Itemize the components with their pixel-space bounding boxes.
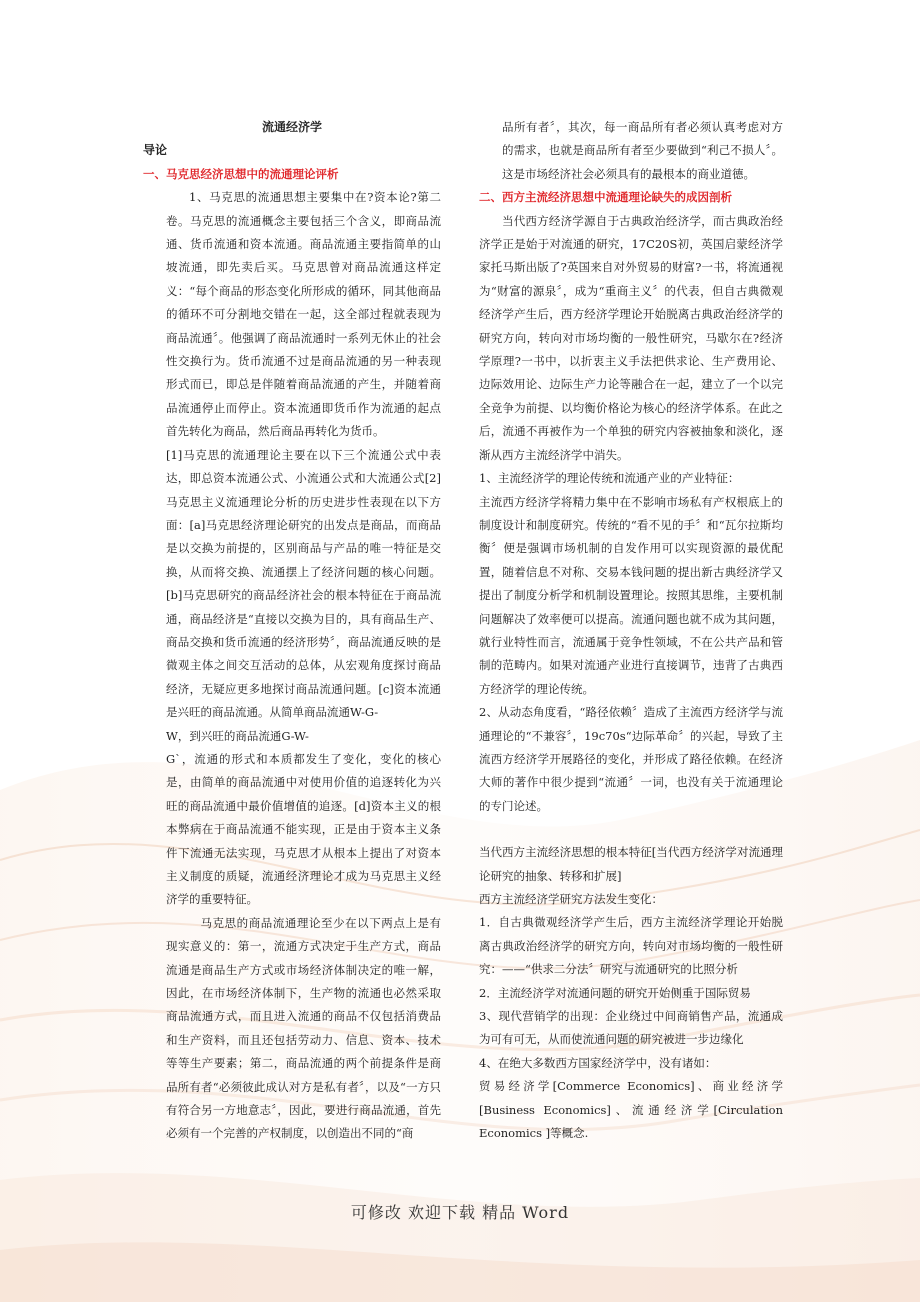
- left-column: [143, 116, 441, 1146]
- right-continuation: 品所有者〞，其次，每一商品所有者必须认真考虑对方的需求，也就是商品所有者至少要做到“利己不损人〞。这是市场经济社会必须具有的最根本的商业道德。: [502, 120, 783, 181]
- document-title: 流通经济学: [261, 120, 322, 134]
- right-paragraph: 2．主流经济学对流通问题的研究开始侧重于国际贸易: [479, 985, 751, 1000]
- footer-watermark-text: 可修改 欢迎下载 精品 Word: [350, 1203, 570, 1222]
- right-paragraph: 4、在绝大多数西方国家经济学中，没有诸如：: [479, 1055, 717, 1070]
- left-paragraph: W，到兴旺的商品流通G-W-: [166, 728, 309, 743]
- left-paragraph: 1、马克思的流通思想主要集中在?资本论?第二卷。马克思的流通概念主要包括三个含义，即商品流通、货币流通和资本流通。商品流通主要指简单的山坡流通，即先卖后买。马克思曾对商品流通这样定义：“每个商品的形态变化所形成的循环，同其他商品的循环不可分割地交错在一起，这全部过程就表现为商品流通〞。他强调了商品流通时一系列无休止的社会性交换行为。货币流通不过是商品流通的另一种表现形式而已，即总是伴随着商品流通的产生，并随着商品流通停止而停止。资本流通即货币作为流通的起点首先转化为商品，然后商品再转化为货币。: [166, 190, 441, 439]
- left-paragraph: 马克思的商品流通理论至少在以下两点上是有现实意义的：第一，流通方式决定于生产方式，商品流通是商品生产方式或市场经济体制决定的唯一解，因此，在市场经济体制下，生产物的流通也必然采取商品流通方式，而且进入流通的商品不仅包括消费品和生产资料，而且还包括劳动力、信息、资本、技术等等生产要素；第二，商品流通的两个前提条件是商品所有者“必须彼此成认对方是私有者〞，以及“一方只有符合另一方地意志〞，因此，要进行商品流通，首先必须有一个完善的产权制度，以创造出不同的“商: [166, 915, 441, 1141]
- right-paragraph: 当代西方经济学源自于古典政治经济学，而古典政治经济学正是始于对流通的研究，17C20S初，英国启蒙经济学家托马斯出版了?英国来自对外贸易的财富?一书，将流通视为“财富的源泉〞，成为“重商主义〞的代表，但自古典微观经济学产生后，西方经济学理论开始脱离古典政治经济学的研究方向，转向对市场均衡的一般性研究，马歇尔在?经济学原理?一书中，以折衷主义手法把供求论、生产费用论、边际效用论、边际生产力论等融合在一起，建立了一个以完全竞争为前提、以均衡价格论为核心的经济学体系。在此之后，流通不再被作为一个单独的研究内容被抽象和淡化，逐渐从西方主流经济学中消失。: [479, 213, 783, 462]
- right-paragraph: 当代西方主流经济思想的根本特征[当代西方经济学对流通理论研究的抽象、转移和扩展]: [479, 845, 783, 883]
- right-paragraph: 1、主流经济学的理论传统和流通产业的产业特征：: [479, 471, 740, 486]
- right-paragraph: 1．自古典微观经济学产生后，西方主流经济学理论开始脱离古典政治经济学的研究方向，转向对市场均衡的一般性研究：——“供求二分法〞研究与流通研究的比照分析: [479, 915, 783, 977]
- right-paragraph: 2、从动态角度看，“路径依赖〞造成了主流西方经济学与流通理论的“不兼容〞，19c70s“边际革命〞的兴起，导致了主流西方经济学开展路径的变化，并形成了路径依赖。在经济大师的著作中很少提到“流通〞一词，也没有关于流通理论的专门论述。: [479, 705, 783, 813]
- left-paragraph: [1]马克思的流通理论主要在以下三个流通公式中表达，即总资本流通公式、小流通公式和大流通公式[2]马克思主义流通理论分析的历史进步性表现在以下方面：[a]马克思经济理论研究的出发点是商品，而商品是以交换为前提的，区别商品与产品的唯一特征是交换，从而将交换、流通摆上了经济问题的核心问题。[b]马克思研究的商品经济社会的根本特征在于商品流通，商品经济是“直接以交换为目的，具有商品生产、商品交换和货币流通的经济形势〞，商品流通反映的是微观主体之间交互活动的总体，从宏观角度探讨商品经济，无疑应更多地探讨商品流通问题。[c]资本流通是兴旺的商品流通。从简单商品流通W-G-: [166, 447, 441, 720]
- left-paragraph: G`，流通的形式和本质都发生了变化，变化的核心是，由简单的商品流通中对使用价值的追逐转化为兴旺的商品流通中最价值增值的追逐。[d]资本主义的根本弊病在于商品流通不能实现，正是由于资本主义条件下流通无法实现，马克思才从根本上提出了对资本主义制度的质疑，流通经济理论才成为马克思主义经济学的重要特征。: [166, 751, 441, 907]
- section2-heading: 二、西方主流经济思想中流通理论缺失的成因剖析: [479, 190, 732, 205]
- intro-heading: 导论: [143, 143, 168, 158]
- right-paragraph: 贸易经济学[Commerce Economics]、商业经济学[Business Economics]、流通经济学[Circulation Economics ]等概念.: [479, 1079, 783, 1141]
- right-paragraph: 3、现代营销学的出现：企业绕过中间商销售产品，流通成为可有可无，从而使流通问题的研究被进一步边缘化: [479, 1009, 783, 1047]
- section1-heading: 一、马克思经济思想中的流通理论评析: [143, 166, 339, 181]
- right-column: [479, 116, 783, 1145]
- spacer: [479, 818, 783, 841]
- right-paragraph: 主流西方经济学将精力集中在不影响市场私有产权根底上的制度设计和制度研究。传统的“看不见的手〞和“瓦尔拉斯均衡〞便是强调市场机制的自发作用可以实现资源的最优配置，随着信息不对称、交易本钱问题的提出新古典经济学又提出了制度分析学和机制设置理论。按照其思维，主要机制问题解决了效率便可以提高。流通问题也就不成为其问题，就行业特性而言，流通属于竞争性领域，不在公共产品和管制的范畴内。如果对流通产业进行直接调节，违背了古典西方经济学的理论传统。: [479, 494, 783, 696]
- right-paragraph: 西方主流经济学研究方法发生变化：: [479, 892, 663, 906]
